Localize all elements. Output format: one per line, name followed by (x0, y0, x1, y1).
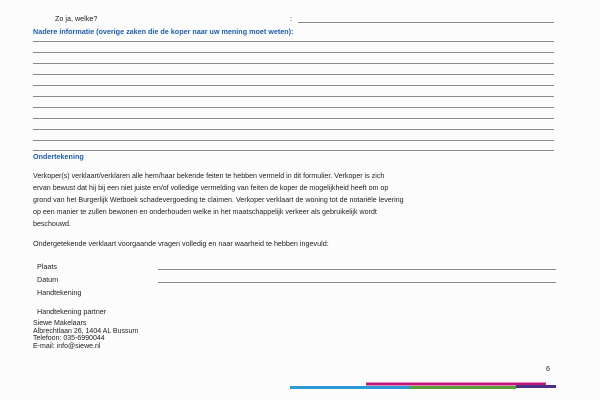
paragraph-line: grond van het Burgerlijk Wetboek schadevergoeding te claimen. Verkoper verklaart de woning tot de notariële levering (33, 196, 404, 204)
question-colon: : (290, 14, 292, 23)
date-line[interactable] (158, 282, 556, 283)
signature-label: Handtekening (37, 288, 82, 297)
signature-paragraph (33, 170, 553, 230)
writing-line[interactable] (33, 107, 554, 108)
footer-color-bars (0, 380, 600, 392)
purple-bar (516, 385, 556, 388)
writing-line[interactable] (33, 150, 554, 151)
partner-signature-label: Handtekening partner (37, 307, 107, 316)
writing-line[interactable] (33, 41, 554, 42)
date-label: Datum (37, 275, 59, 284)
company-phone: Telefoon: 035-6990044 (33, 335, 105, 343)
writing-line[interactable] (33, 118, 554, 119)
question-label: Zo ja, welke? (55, 14, 98, 23)
company-block (33, 320, 138, 350)
paragraph-line: beschouwd. (33, 220, 71, 228)
paragraph-line: ervan bewust dat hij bij een niet juiste en/of volledige vermelding van feiten de koper de mogelijkheid heeft om op (33, 184, 389, 192)
paragraph-line: Verkoper(s) verklaart/verklaren alle hem/haar bekende feiten te hebben vermeld in dit formulier. Verkoper is zich (33, 172, 385, 180)
green-bar (410, 386, 516, 389)
writing-line[interactable] (33, 140, 554, 141)
company-name: Siewe Makelaars (33, 320, 87, 327)
declaration-text: Ondergetekende verklaart voorgaande vragen volledig en naar waarheid te hebben ingevuld: (33, 239, 329, 248)
place-line[interactable] (158, 269, 556, 270)
writing-line[interactable] (33, 74, 554, 75)
extra-info-heading: Nadere informatie (overige zaken die de koper naar uw mening moet weten): (33, 27, 294, 36)
writing-line[interactable] (33, 96, 554, 97)
writing-line[interactable] (33, 129, 554, 130)
page-number: 6 (546, 364, 550, 373)
question-answer-line[interactable] (298, 22, 554, 23)
writing-line[interactable] (33, 85, 554, 86)
writing-line[interactable] (33, 63, 554, 64)
signature-heading: Ondertekening (33, 152, 84, 161)
company-address: Albrechtlaan 26, 1404 AL Bussum (33, 327, 139, 335)
blue-bar (290, 386, 410, 389)
paragraph-line: op een manier te zullen bewonen en onderhouden welke in het maatschappelijk verkeer als gebruikelijk wordt (33, 208, 377, 216)
writing-line[interactable] (33, 52, 554, 53)
place-label: Plaats (37, 262, 57, 271)
company-email[interactable]: E-mail: info@siewe.nl (33, 342, 101, 350)
